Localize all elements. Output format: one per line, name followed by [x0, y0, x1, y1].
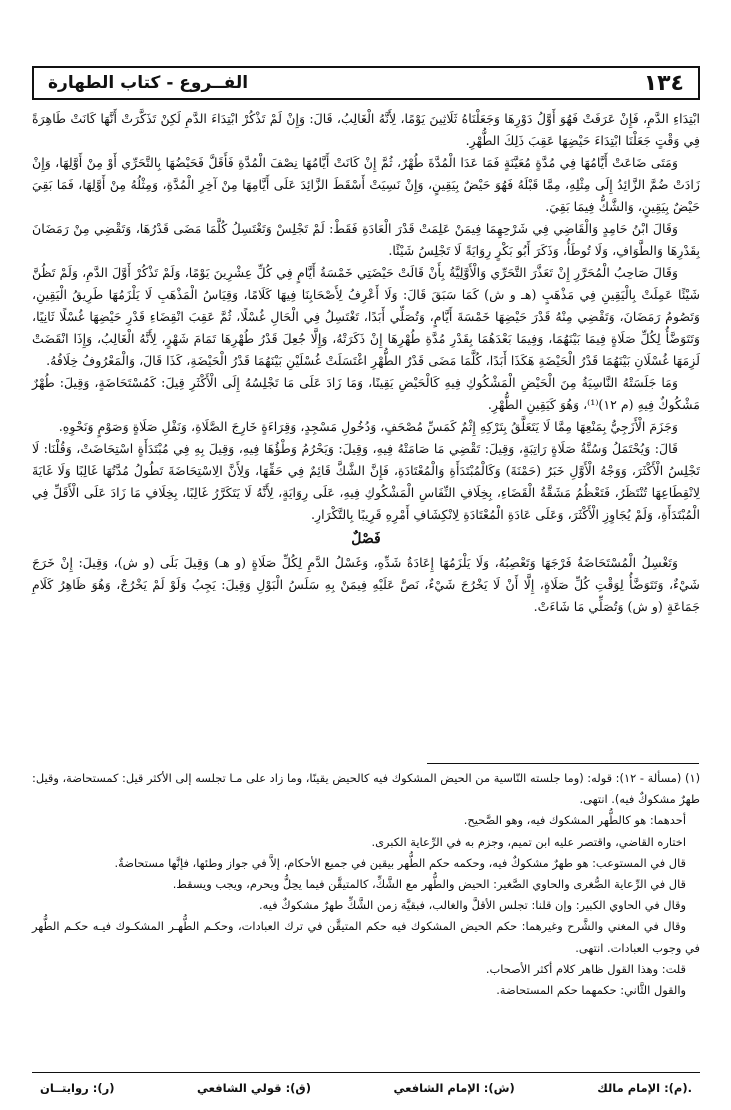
legend-shafii: (ش): الإمام الشافعي: [393, 1081, 515, 1095]
section-heading: فَصْلٌ: [351, 531, 381, 547]
footnote-item: قال في المستوعب: هو طهرٌ مشكوكٌ فيه، وحكمه حكم الطُّهر بيقين في جميع الأحكام، إلاَّ في جواز وطئها، فإنَّها مستحاضةٌ.: [114, 855, 686, 870]
footnote-item: وقال في الحاوي الكبير: وإن قلنا: تجلس الأقلَّ والغالب، فبقيَّة زمن الشَّكِّ طهرٌ مشكوكٌ فيه.: [259, 898, 686, 913]
running-header: [32, 66, 700, 100]
paragraph: وَتَغْسِلُ الْمُسْتَحَاضَةُ فَرْجَهَا وَتَعْصِبُهُ، وَلَا يَلْزَمُهَا إِعَادَةُ شَدِّهِ، وَغَسْلُ الدَّمِ لِكُلِّ صَلَاةٍ (و هـ) وَقِيلَ بَلَى (و ش)، وَقِيلَ: إِنْ خَرَجَ شَيْءٌ، وَتَتَوَضَّأُ لِوَقْتِ كُلِّ صَلَاةٍ، إِلَّا أَنْ لَا يَخْرُجَ شَيْءٌ، نَصَّ عَلَيْهِ فِيمَنْ بِهِ سَلَسُ الْبَوْلِ وَقِيلَ: يَجِبُ وَلَوْ لَمْ يَخْرُجْ، وَهُوَ ظَاهِرُ كَلَامِ جَمَاعَةٍ (و ش) وَتُصَلِّي مَا شَاءَتْ.: [32, 555, 700, 614]
footnote-item: (١) (مسألة - ١٢): قوله: (وما جلسته النّاسية من الحيض المشكوك فيه كالحيض يقينًا، وما زاد على مـا تجلسه إلى الأكثر قيل: كمستحاضة، وقيل: طهرٌ مشكوكٌ فيه). انتهى.: [32, 771, 701, 807]
page-number: ١٣٤: [643, 70, 684, 96]
footnote-item: أحدهما: هو كالطُّهر المشكوك فيه، وهو الصَّحيح.: [463, 813, 686, 828]
footnote-item: اختاره القاضي، واقتصر عليه ابن تميم، وجزم به في الرِّعاية الكبرى.: [371, 834, 686, 849]
paragraph: قَالَ: وَيُحْتَمَلُ وَسُنَّةُ صَلَاةٍ رَاتِبَةٍ، وَقِيلَ: تَقْضِي مَا صَامَتْهُ فِيهِ، وَقِيلَ: وَيَحْرُمُ وَطْؤُهَا فِيهِ، وَقِيلَ بِهِ فِي مُبْتَدَأَةٍ اسْتِحَاضَتْ، وَقُلْنَا: لَا تَجْلِسُ الْأَكْثَرَ، وَوَجْهُ الْأَوَّلِ خَبَرُ (حَمْنَةَ) وَكَالْمُبْتَدَأَةِ وَالْمُعْتَادَةِ، فَإِنَّ الشَّكَّ قَائِمٌ فِي حَقِّهَا، وَلِأَنَّ الِاسْتِحَاضَةَ تَطُولُ مُدَّتُهَا غَالِبًا وَلَا غَايَةَ لِانْقِطَاعِهَا تُنْتَظَرُ، فَتَعْظُمُ مَشَقَّةُ الْقَضَاءِ، بِخِلَافِ النِّفَاسِ الْمَشْكُوكِ فِيهِ، عَلَى رِوَايَةٍ، لِأَنَّهُ لَا يَتَكَرَّرُ غَالِبًا، بِخِلَافِ مَا زَادَ عَلَى الْأَقَلِّ فِي الْمُبْتَدَأَةِ، وَلَمْ يُجَاوِزِ الْأَكْثَرَ، وَعَلَى عَادَةِ الْمُعْتَادَةِ لِانْكِشَافِ أَمْرِهِ قَرِيبًا بِالتَّكْرَارِ.: [32, 441, 700, 522]
abbreviation-legend: [32, 1076, 700, 1100]
paragraph: وَقَالَ صَاحِبُ الْمُحَرَّرِ إِنْ تَعَذَّرَ التَّحَرِّي وَالْأَوَّلِيَّةُ بِأَنْ قَالَتْ حَيْضَتِي خَمْسَةُ أَيَّامٍ فِي كُلِّ عِشْرِينَ يَوْمًا، وَلَمْ تَذْكُرْ أَوَّلَ الدَّمِ، وَلَمْ تَظُنَّ شَيْئًا عَمِلَتْ بِالْيَقِينِ فِي مَذْهَبٍ (هـ و ش) كَمَا سَبَقَ قَالَ: وَلَا أَعْرِفُ لِأَصْحَابِنَا فِيهَا كَلَامًا، وَقِيَاسُ الْمَذْهَبِ لَا يَلْزَمُهَا طَرِيقُ الْيَقِينِ، وَتَصُومُ رَمَضَانَ، وَتَقْضِي مِنْهُ قَدْرَ حَيْضِهَا خَمْسَةَ أَيَّامٍ، وَتُصَلِّي أَبَدًا، تَغْتَسِلُ فِي الْحَالِ غُسْلًا، ثُمَّ عَقِبَ انْقِضَاءِ قَدْرِ حَيْضِهَا غُسْلًا ثَانِيًا، وَتَتَوَضَّأُ لِكُلِّ صَلَاةٍ فِيمَا بَيْنَهُمَا، وَفِيمَا بَعْدَهُمَا بِقَدْرِ مُدَّةِ طُهْرِهَا إِنْ ذَكَرَتْهُ، وَإِلَّا جُعِلَ قَدْرُ طُهْرِهَا تَمَامَ شَهْرٍ، لِأَنَّهُ الْغَالِبُ، وَإِذَا انْقَضَتْ لَزِمَهَا غُسْلَانِ بَيْنَهُمَا قَدْرُ الْحَيْضَةِ هَكَذَا أَبَدًا، كُلَّمَا مَضَى قَدْرُ الطُّهْرِ اغْتَسَلَتْ غُسْلَيْنِ بَيْنَهُمَا قَدْرُ الْحَيْضَةِ، كَذَا قَالَ، وَالْمَعْرُوفُ خِلَافُهُ.: [32, 265, 700, 368]
legend-riwayatan: (ر): روايتــان: [40, 1081, 115, 1095]
footnote-item: قال في الرِّعاية الصُّغرى والحاوي الصَّغير: الحيض والطُّهر مع الشَّكِّ، كالمتيقَّن فيما يحِلُّ ويحرم، ويجب ويسقط.: [172, 877, 686, 892]
running-title: الفــروع - كتاب الطهارة: [48, 73, 249, 93]
paragraph: ابْتِدَاءِ الدَّمِ، فَإِنْ عَرَفَتْ فَهُوَ أَوَّلُ دَوْرِهَا وَجَعَلْنَاهُ ثَلَاثِينَ يَوْمًا، لِأَنَّهُ الْغَالِبُ، قَالَ: وَإِنْ لَمْ تَذْكُرْ ابْتِدَاءَ الدَّمِ لَكِنْ تَذَكَّرَتْ أَنَّهَا كَانَتْ طَاهِرَةً فِي وَقْتٍ جَعَلْنَا ابْتِدَاءَ حَيْضِهَا عَقِبَ ذَلِكَ الطُّهْرِ.: [32, 111, 700, 148]
footnote-item: وقال في المغني والشَّرح وغيرهما: حكم الحيض المشكوك فيه حكم المتيقَّن في ترك العبادات، وحكـم الطُّهـر المشكـوك فيـه حكـم الطُّهر في وجوب العبادات. انتهى.: [32, 919, 700, 955]
main-text: [32, 108, 700, 618]
footnote-separator: [427, 763, 699, 764]
footnotes: [32, 768, 700, 1001]
paragraph: وَمَتَى ضَاعَتْ أَيَّامُهَا فِي مُدَّةٍ مُعَيَّنَةٍ فَمَا عَدَا الْمُدَّةَ طُهْرٌ، ثُمَّ إِنْ كَانَتْ أَيَّامُهَا نِصْفَ الْمُدَّةِ فَأَقَلَّ فَحَيْضُهَا بِالتَّحَرِّي أَوْ مِنْ أَوَّلِهَا، وَإِنْ زَادَتْ ضُمَّ الزَّائِدُ إِلَى مِثْلِهِ، مِمَّا قَبْلَهُ فَهُوَ حَيْضٌ بِيَقِينٍ، وَإِنْ نَسِيَتْ أَسْقَطَ الزَّائِدَ عَلَى أَيَّامِهَا مِنْ آخِرِ الْمُدَّةِ، وَمِثْلُهُ مِنْ أَوَّلِهَا، فَمَا بَقِيَ حَيْضٌ بِيَقِينٍ، وَالشَّكُّ فِيمَا بَقِيَ.: [32, 155, 700, 214]
footnote-item: والقول الثَّاني: حكمهما حكم المستحاضة.: [496, 983, 686, 998]
paragraph: وَقَالَ ابْنُ حَامِدٍ وَالْقَاضِي فِي شَرْحِهِمَا فِيمَنْ عَلِمَتْ قَدْرَ الْعَادَةِ فَقَطْ: لَمْ تَجْلِسْ وَتَغْتَسِلُ كُلَّمَا مَضَى قَدْرُهَا، وَتَقْضِي مِنْ رَمَضَانَ بِقَدْرِهَا وَالطَّوَافِ، وَلَا تُوطَأُ، وَذَكَرَ أَبُو بَكْرٍ رِوَايَةً لَا تَجْلِسُ شَيْئًا.: [32, 221, 700, 258]
footnote-item: قلت: وهذا القول ظاهر كلام أكثر الأصحاب.: [485, 961, 686, 976]
footer-separator: [32, 1072, 700, 1073]
legend-qawlay: (ق): قولي الشافعي: [196, 1081, 311, 1095]
legend-malik: .(م): الإمام مالك: [597, 1081, 692, 1095]
paragraph: وَجَزَمَ الْأَزَجِيُّ بِمَنْعِهَا مِمَّا لَا يَتَعَلَّقُ بِتَرْكِهِ إِثْمٌ كَمَسِّ مُصْحَفٍ، وَدُخُولِ مَسْجِدٍ، وَقِرَاءَةٍ خَارِجَ الصَّلَاةِ، وَنَفْلِ صَلَاةٍ وَصَوْمٍ وَنَحْوِهِ.: [58, 419, 678, 434]
paragraph: وَمَا جَلَسَتْهُ النَّاسِيَةُ مِنَ الْحَيْضِ الْمَشْكُوكِ فِيهِ كَالْحَيْضِ يَقِينًا، وَمَا زَادَ عَلَى مَا تَجْلِسُهُ إِلَى الْأَكْثَرِ قِيلَ: كَمُسْتَحَاضَةٍ، وَقِيلَ: طُهْرٌ مَشْكُوكٌ فِيهِ (م ١٢)⁽¹⁾، وَهُوَ كَيَقِينِ الطُّهْرِ.: [32, 375, 700, 412]
